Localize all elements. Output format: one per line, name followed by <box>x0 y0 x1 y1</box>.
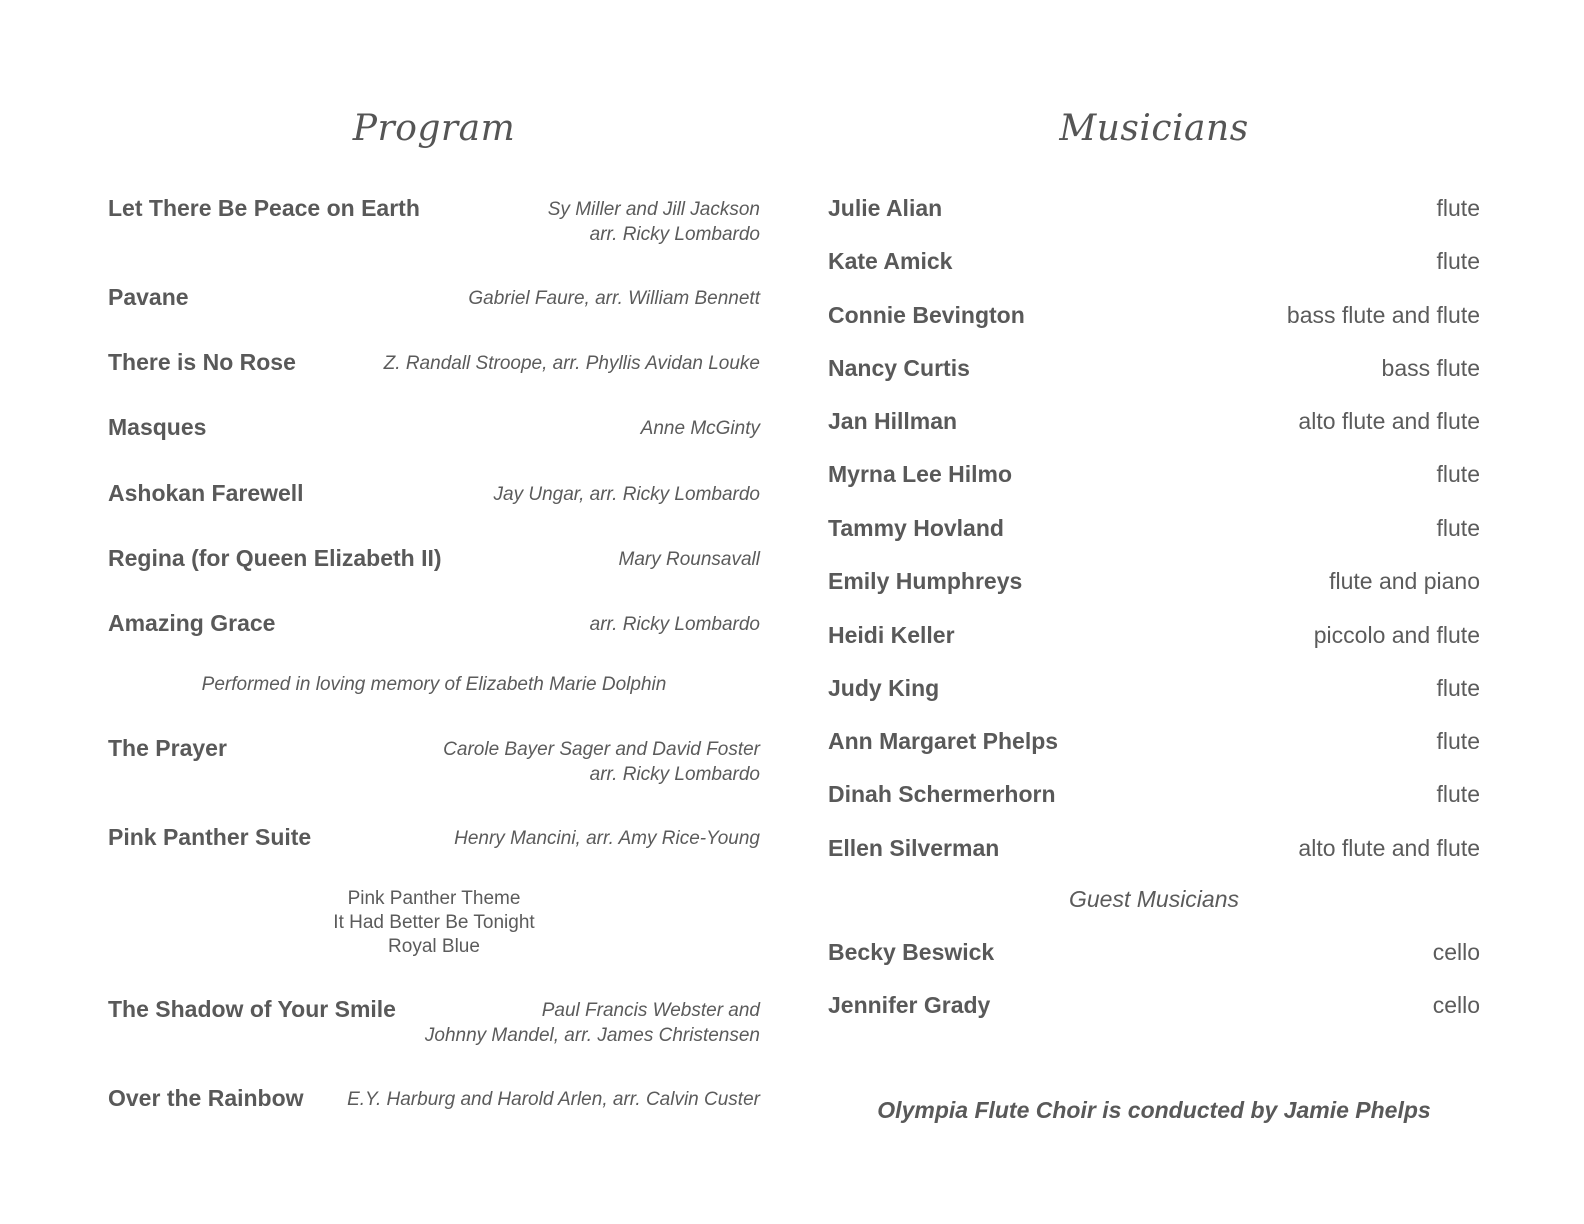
musician-instrument: cello <box>1432 939 1480 965</box>
credit-line: Paul Francis Webster and <box>541 1000 760 1021</box>
musician-instrument: flute <box>1436 728 1480 754</box>
credit-line: Gabriel Faure, arr. William Bennett <box>468 288 760 309</box>
program-item <box>108 349 760 376</box>
musician-name: Becky Beswick <box>828 939 995 965</box>
musician-row <box>828 780 1480 808</box>
guest-musician-row <box>828 991 1480 1019</box>
piece-title: Over the Rainbow <box>108 1085 304 1111</box>
musician-name: Julie Alian <box>828 195 943 221</box>
musician-row <box>828 460 1480 488</box>
conductor-note: Olympia Flute Choir is conducted by Jamie Phelps <box>877 1097 1431 1123</box>
musician-row <box>828 247 1480 275</box>
piece-title: Masques <box>108 414 207 440</box>
musician-instrument: flute and piano <box>1329 568 1480 594</box>
piece-credits <box>347 1085 760 1112</box>
piece-title: Let There Be Peace on Earth <box>108 195 420 221</box>
credit-line: Carole Bayer Sager and David Foster <box>443 739 760 760</box>
program-item <box>108 1085 760 1112</box>
piece-title: Amazing Grace <box>108 610 276 636</box>
musicians-heading: Musicians <box>1059 108 1249 149</box>
musician-name: Heidi Keller <box>828 622 955 648</box>
credit-line: Johnny Mandel, arr. James Christensen <box>424 1025 760 1046</box>
program-item <box>108 545 760 572</box>
piece-credits <box>641 414 760 441</box>
piece-title: The Shadow of Your Smile <box>108 996 396 1022</box>
program-item <box>108 284 760 311</box>
credit-line: Anne McGinty <box>640 418 760 439</box>
piece-title: Ashokan Farewell <box>108 480 304 506</box>
musician-row <box>828 727 1480 755</box>
credit-line: arr. Ricky Lombardo <box>589 614 760 635</box>
musician-name: Judy King <box>828 675 940 701</box>
credit-line: Henry Mancini, arr. Amy Rice-Young <box>454 828 760 849</box>
credit-line: arr. Ricky Lombardo <box>589 764 760 785</box>
musician-instrument: flute <box>1436 248 1480 274</box>
musician-instrument: flute <box>1436 195 1480 221</box>
musician-row <box>828 514 1480 542</box>
musician-name: Ann Margaret Phelps <box>828 728 1059 754</box>
piece-credits <box>548 195 760 247</box>
piece-title: Pink Panther Suite <box>108 824 312 850</box>
musician-row <box>828 567 1480 595</box>
piece-credits <box>468 284 760 311</box>
musician-row <box>828 354 1480 382</box>
musician-instrument: flute <box>1436 675 1480 701</box>
program-item <box>108 996 760 1048</box>
piece-credits <box>619 545 761 572</box>
program-item <box>108 610 760 637</box>
program-item <box>108 195 760 247</box>
piece-credits <box>454 824 760 851</box>
musician-name: Dinah Schermerhorn <box>828 781 1056 807</box>
credit-line: arr. Ricky Lombardo <box>589 224 760 245</box>
musician-name: Nancy Curtis <box>828 355 970 381</box>
program-item <box>108 480 760 507</box>
piece-title: Regina (for Queen Elizabeth II) <box>108 545 442 571</box>
credit-line: E.Y. Harburg and Harold Arlen, arr. Calvin Custer <box>347 1089 760 1110</box>
guest-musician-row <box>828 938 1480 966</box>
movement-title: Royal Blue <box>388 936 480 957</box>
musician-row <box>828 621 1480 649</box>
musician-name: Myrna Lee Hilmo <box>828 461 1013 487</box>
musician-name: Ellen Silverman <box>828 835 1000 861</box>
dedication-note: Performed in loving memory of Elizabeth Marie Dolphin <box>201 674 667 695</box>
suite-movements <box>108 887 760 959</box>
musician-row <box>828 834 1480 862</box>
movement-title: It Had Better Be Tonight <box>333 912 535 933</box>
credit-line: Mary Rounsavall <box>618 549 760 570</box>
piece-title: Pavane <box>108 284 189 310</box>
musician-instrument: bass flute <box>1381 355 1480 381</box>
guest-musicians-heading: Guest Musicians <box>1068 886 1239 912</box>
program-item <box>108 414 760 441</box>
piece-credits <box>443 735 760 787</box>
musician-instrument: flute <box>1436 461 1480 487</box>
program-item <box>108 735 760 787</box>
musician-name: Emily Humphreys <box>828 568 1023 594</box>
piece-credits <box>425 996 760 1048</box>
musician-row <box>828 674 1480 702</box>
piece-credits <box>590 610 760 637</box>
piece-title: There is No Rose <box>108 349 296 375</box>
musician-instrument: piccolo and flute <box>1313 622 1480 648</box>
musician-instrument: bass flute and flute <box>1286 302 1480 328</box>
musician-name: Connie Bevington <box>828 302 1025 328</box>
musician-name: Kate Amick <box>828 248 953 274</box>
credit-line: Sy Miller and Jill Jackson <box>547 199 760 220</box>
musician-name: Tammy Hovland <box>828 515 1004 541</box>
program-item <box>108 824 760 851</box>
credit-line: Z. Randall Stroope, arr. Phyllis Avidan Louke <box>383 353 760 374</box>
program-heading: Program <box>352 108 516 149</box>
musician-instrument: alto flute and flute <box>1298 835 1480 861</box>
musician-instrument: alto flute and flute <box>1298 408 1480 434</box>
musician-row <box>828 194 1480 222</box>
musician-instrument: flute <box>1436 515 1480 541</box>
musician-instrument: cello <box>1432 992 1480 1018</box>
movement-title: Pink Panther Theme <box>347 888 521 909</box>
musician-instrument: flute <box>1436 781 1480 807</box>
musician-name: Jennifer Grady <box>828 992 991 1018</box>
piece-title: The Prayer <box>108 735 227 761</box>
musician-row <box>828 301 1480 329</box>
musician-name: Jan Hillman <box>828 408 958 434</box>
piece-credits <box>494 480 760 507</box>
musician-row <box>828 407 1480 435</box>
credit-line: Jay Ungar, arr. Ricky Lombardo <box>493 484 760 505</box>
piece-credits <box>384 349 760 376</box>
